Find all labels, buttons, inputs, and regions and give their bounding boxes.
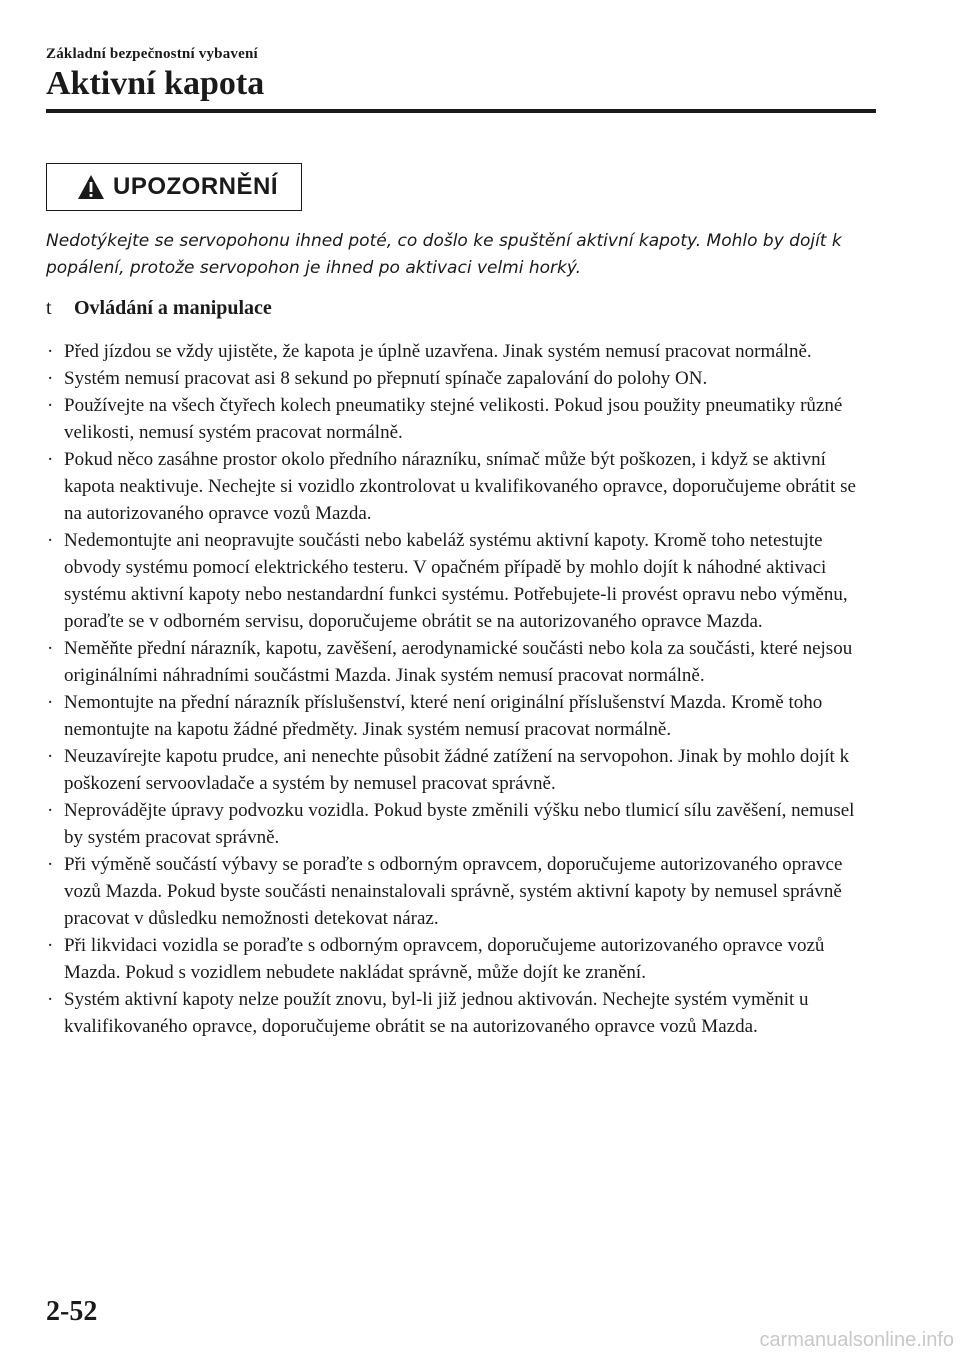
bullet-dot: · xyxy=(47,368,54,389)
list-item-text: Neměňte přední nárazník, kapotu, zavěšení, aerodynamické součásti nebo kola za součásti, které nejsou originálními náhradními součástmi Mazda. Jinak systém nemusí pracovat normálně. xyxy=(64,638,853,686)
watermark: carmanualsonline.info xyxy=(759,1329,954,1351)
list-item-text: Neprovádějte úpravy podvozku vozidla. Pokud byste změnili výšku nebo tlumicí sílu zavěšení, nemusel by systém pracovat správně. xyxy=(64,800,855,848)
list-item xyxy=(46,635,876,689)
subsection-heading-text: Ovládání a manipulace xyxy=(74,297,272,319)
list-item xyxy=(46,689,876,743)
bullet-dot: · xyxy=(47,800,54,821)
title-rule xyxy=(46,109,876,113)
subsection-heading xyxy=(46,294,272,322)
bullet-dot: · xyxy=(47,638,54,659)
bullet-dot: · xyxy=(47,989,54,1010)
bullet-dot: · xyxy=(47,341,54,362)
bullet-dot: · xyxy=(47,854,54,875)
warning-triangle-icon xyxy=(77,174,105,200)
list-item xyxy=(46,743,876,797)
warning-box xyxy=(46,163,302,211)
bullet-dot: · xyxy=(47,530,54,551)
page-number: 2-52 xyxy=(46,1296,98,1327)
bullet-dot: · xyxy=(47,395,54,416)
list-item-text: Systém aktivní kapoty nelze použít znovu, byl-li již jednou aktivován. Nechejte systém vyměnit u kvalifikovaného opravce, doporučujeme obrátit se na autorizovaného opravce vozů Mazda. xyxy=(64,989,809,1037)
list-item-text: Nedemontujte ani neopravujte součásti nebo kabeláž systému aktivní kapoty. Kromě toho netestujte obvody systému pomocí elektrického testeru. V opačném případě by mohlo dojít k náhodné aktivaci systému aktivní kapoty nebo nestandardní funkci systému. Potřebujete-li provést opravu nebo výměnu, poraďte se v odborném servisu, doporučujeme obrátit se na autorizovaného opravce Mazda. xyxy=(64,530,848,632)
bullet-dot: · xyxy=(47,935,54,956)
list-item-text: Při výměně součástí výbavy se poraďte s odborným opravcem, doporučujeme autorizovaného opravce vozů Mazda. Pokud byste součásti nenainstalovali správně, systém aktivní kapoty by nemusel správně pracovat v důsledku nemožnosti detekovat náraz. xyxy=(64,854,843,929)
section-marker: t xyxy=(46,297,52,319)
list-item xyxy=(46,527,876,635)
list-item-text: Při likvidaci vozidla se poraďte s odborným opravcem, doporučujeme autorizovaného opravce vozů Mazda. Pokud s vozidlem nebudete nakládat správně, může dojít ke zranění. xyxy=(64,935,825,983)
list-item-text: Neuzavírejte kapotu prudce, ani nenechte působit žádné zatížení na servopohon. Jinak by mohlo dojít k poškození servoovladače a systém by nemusel pracovat správně. xyxy=(64,746,850,794)
warning-text: Nedotýkejte se servopohonu ihned poté, co došlo ke spuštění aktivní kapoty. Mohlo by dojít k popálení, protože servopohon je ihned po aktivaci velmi horký. xyxy=(46,231,842,278)
bullet-dot: · xyxy=(47,449,54,470)
list-item xyxy=(46,365,876,392)
list-item xyxy=(46,797,876,851)
list-item-text: Nemontujte na přední nárazník příslušenství, které není originální příslušenství Mazda. Kromě toho nemontujte na kapotu žádné předměty. Jinak systém nemusí pracovat normálně. xyxy=(64,692,823,740)
list-item xyxy=(46,932,876,986)
section-label: Základní bezpečnostní vybavení xyxy=(46,46,258,62)
list-item xyxy=(46,338,876,365)
page-title: Aktivní kapota xyxy=(46,65,265,102)
list-item-text: Pokud něco zasáhne prostor okolo předního nárazníku, snímač může být poškozen, i když se aktivní kapota neaktivuje. Nechejte si vozidlo zkontrolovat u kvalifikovaného opravce, doporučujeme obrátit se na autorizovaného opravce vozů Mazda. xyxy=(64,449,856,524)
list-item-text: Před jízdou se vždy ujistěte, že kapota je úplně uzavřena. Jinak systém nemusí pracovat normálně. xyxy=(64,341,812,362)
list-item xyxy=(46,986,876,1040)
bullet-dot: · xyxy=(47,746,54,767)
bullet-list xyxy=(46,338,876,1040)
bullet-dot: · xyxy=(47,692,54,713)
list-item xyxy=(46,446,876,527)
list-item xyxy=(46,851,876,932)
list-item xyxy=(46,392,876,446)
warning-label: UPOZORNĚNÍ xyxy=(113,173,279,200)
list-item-text: Systém nemusí pracovat asi 8 sekund po přepnutí spínače zapalování do polohy ON. xyxy=(64,368,708,389)
list-item-text: Používejte na všech čtyřech kolech pneumatiky stejné velikosti. Pokud jsou použity pneumatiky různé velikosti, nemusí systém pracovat normálně. xyxy=(64,395,843,443)
